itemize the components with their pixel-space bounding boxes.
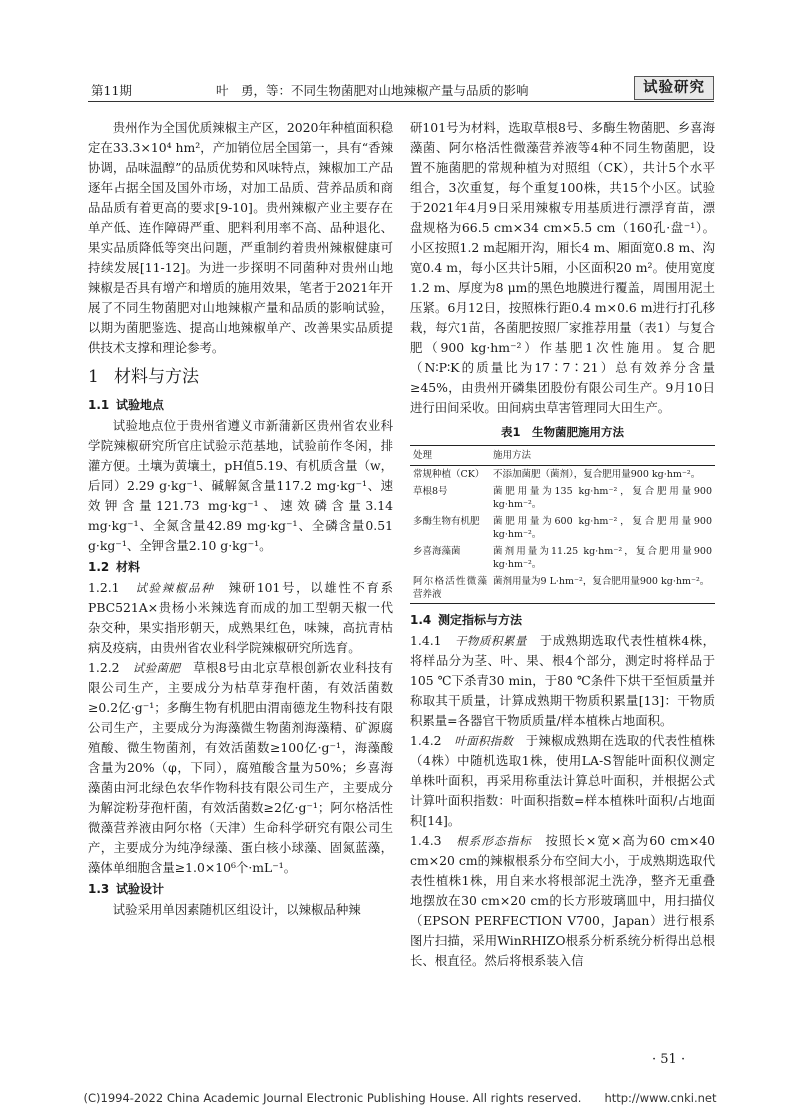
variety-paragraph: 1.2.1 试验辣椒品种 辣研101号，以雄性不育系PBC521A×贵杨小米辣选育而成的加工型朝天椒一代杂交种，果实指形朝天，成熟果红色，味辣，高抗青枯病及疫病，由贵州省农业科学院辣椒研究所选育。 bbox=[88, 580, 394, 655]
table-cell: 菌剂用量为9 L·hm⁻²，复合肥用量900 kg·hm⁻²。 bbox=[490, 573, 715, 604]
dry-matter-paragraph: 1.4.1 干物质积累量 于成熟期选取代表性植株4株，将样品分为茎、叶、果、根4个部分，测定时将样品于105 ℃下杀青30 min，于80 ℃条件下烘干至恒质量并称取其干质量，计算成熟期干物质积累量[13]：干物质积累量=各器官干物质质量/样本植株占地面积。 bbox=[410, 633, 716, 728]
table-cell: 草根8号 bbox=[413, 486, 448, 497]
table-cell: 菌肥用量为135 kg·hm⁻²，复合肥用量900 kg·hm⁻²。 bbox=[493, 486, 712, 510]
issue-number: 第11期 bbox=[91, 83, 132, 98]
table-row bbox=[410, 466, 715, 484]
fertilizer-table bbox=[410, 445, 715, 604]
table-cell: 乡喜海藻菌 bbox=[413, 546, 461, 557]
table-cell: 多酶生物有机肥 bbox=[413, 516, 480, 527]
intro-paragraph: 贵州作为全国优质辣椒主产区，2020年种植面积稳定在33.3×10⁴ hm²，产加销位居全国第一，具有“香辣协调，品味温醇”的品质优势和风味特点，辣椒加工产品逐年占据全国及国外市场，对加工品质、营养品质和商品品质有着更高的要求[9-10]。贵州辣椒产业主要存在单产低、连作障碍严重、肥料利用率不高、品种退化、果实品质降低等突出问题，严重制约着贵州辣椒健康可持续发展[11-12]。为进一步探明不同菌种对贵州山地辣椒是否具有增产和增质的施用效果，笔者于2021年开展了不同生物菌肥对山地辣椒产量和品质的影响试验，以期为菌肥鉴选、提高山地辣椒单产、改善果实品质提供技术支撑和理论参考。 bbox=[88, 120, 393, 355]
section-heading: 1 材料与方法 bbox=[88, 367, 199, 387]
page-number: · 51 · bbox=[652, 1052, 686, 1067]
subsection-heading: 1.1 试验地点 bbox=[88, 398, 165, 412]
subsection-heading: 1.4 测定指标与方法 bbox=[410, 613, 523, 627]
copyright-footer: (C)1994-2022 China Academic Journal Electronic Publishing House. All rights reserved. http://www.cnki.net bbox=[83, 1091, 717, 1105]
fertilizer-paragraph: 1.2.2 试验菌肥 草根8号由北京草根创新农业科技有限公司生产，主要成分为枯草芽孢杆菌，有效活菌数≥0.2亿·g⁻¹；多酶生物有机肥由渭南德龙生物科技有限公司生产，主要成分为海藻微生物菌剂海藻精、矿源腐殖酸、微生物菌剂，有效活菌数≥100亿·g⁻¹，海藻酸含量为20%（φ，下同），腐殖酸含量为50%；乡喜海藻菌由河北绿色农华作物科技有限公司生产，主要成分为解淀粉芽孢杆菌，有效活菌数≥2亿·g⁻¹；阿尔格活性微藻营养液由阿尔格（天津）生命科学研究有限公司生产，主要成分为纯净绿藻、蛋白核小球藻、固氮蓝藻，藻体单细胞含量≥1.0×10⁶个·mL⁻¹。 bbox=[88, 660, 393, 875]
table-row bbox=[410, 573, 715, 604]
table-header-cell: 施用方法 bbox=[490, 446, 715, 466]
subsection-heading: 1.2 材料 bbox=[88, 560, 141, 574]
table-row bbox=[410, 543, 715, 573]
table-cell: 菌剂用量为11.25 kg·hm⁻²，复合肥用量900 kg·hm⁻²。 bbox=[493, 546, 712, 570]
table-row bbox=[410, 483, 715, 513]
right-column bbox=[410, 118, 715, 971]
table-cell: 菌肥用量为600 kg·hm⁻²，复合肥用量900 kg·hm⁻²。 bbox=[493, 516, 712, 540]
table-cell: 阿尔格活性微藻营养液 bbox=[410, 573, 490, 604]
section-badge: 试验研究 bbox=[634, 76, 714, 100]
running-header bbox=[88, 78, 714, 102]
site-paragraph: 试验地点位于贵州省遵义市新蒲新区贵州省农业科学院辣椒研究所官庄试验示范基地，试验前作冬闲，排灌方便。土壤为黄壤土，pH值5.19、有机质含量（w，后同）2.29 g·kg⁻¹、碱解氮含量117.2 mg·kg⁻¹、速效钾含量121.73 mg·kg⁻¹、速效磷含量3.14 mg·kg⁻¹、全氮含量42.89 mg·kg⁻¹、全磷含量0.51 g·kg⁻¹、全钾含量2.10 g·kg⁻¹。 bbox=[88, 418, 393, 553]
design-paragraph: 试验采用单因素随机区组设计，以辣椒品种辣 bbox=[112, 902, 361, 917]
table-cell: 常规种植（CK） bbox=[413, 469, 485, 480]
root-morphology-paragraph: 1.4.3 根系形态指标 按照长×宽×高为60 cm×40 cm×20 cm的辣椒根系分布空间大小，于成熟期选取代表性植株1株，用自来水将根部泥土洗净，整齐无重叠地摆放在30 cm×20 cm的长方形玻璃皿中，用扫描仪（EPSON PERFECTION V700，Japan）进行根系图片扫描，采用WinRHIZO根系分析系统分析得出总根长、根直径。然后将根系装入信 bbox=[410, 833, 716, 968]
table-header-row bbox=[410, 446, 715, 466]
leaf-area-paragraph: 1.4.2 叶面积指数 于辣椒成熟期在选取的代表性植株（4株）中随机选取1株，使用LA-S智能叶面积仪测定单株叶面积，再采用称重法计算总叶面积，并根据公式计算叶面积指数：叶面积指数=样本植株叶面积/占地面积[14]。 bbox=[410, 733, 716, 828]
table-caption: 表1 生物菌肥施用方法 bbox=[500, 425, 624, 439]
design-paragraph-continued: 研101号为材料，选取草根8号、多酶生物菌肥、乡喜海藻菌、阿尔格活性微藻营养液等4种不同生物菌肥，设置不施菌肥的常规种植为对照组（CK），共计5个水平组合，3次重复，每个重复100株，共15个小区。试验于2021年4月9日采用辣椒专用基质进行漂浮育苗，漂盘规格为66.5 cm×34 cm×5.5 cm（160孔·盘⁻¹）。小区按照1.2 m起厢开沟，厢长4 m、厢面宽0.8 m、沟宽0.4 m，每小区共计5厢，小区面积20 m²。使用宽度1.2 m、厚度为8 μm的黑色地膜进行覆盖，周围用泥土压紧。6月12日，按照株行距0.4 m×0.6 m进行打孔移栽，每穴1苗，各菌肥按照厂家推荐用量（表1）与复合肥（900 kg·hm⁻²）作基肥1次性施用。复合肥（N∶P∶K的质量比为17∶7∶21）总有效养分含量≥45%，由贵州开磷集团股份有限公司生产。9月10日进行田间采收。田间病虫草害管理同大田生产。 bbox=[410, 120, 715, 415]
left-column bbox=[88, 118, 393, 920]
header-rule bbox=[88, 101, 714, 102]
running-title: 叶 勇，等：不同生物菌肥对山地辣椒产量与品质的影响 bbox=[216, 83, 529, 98]
table-row bbox=[410, 513, 715, 543]
subsection-heading: 1.3 试验设计 bbox=[88, 882, 165, 896]
table-header-cell: 处理 bbox=[410, 446, 490, 466]
table-cell: 不添加菌肥（菌剂），复合肥用量900 kg·hm⁻²。 bbox=[493, 469, 701, 480]
